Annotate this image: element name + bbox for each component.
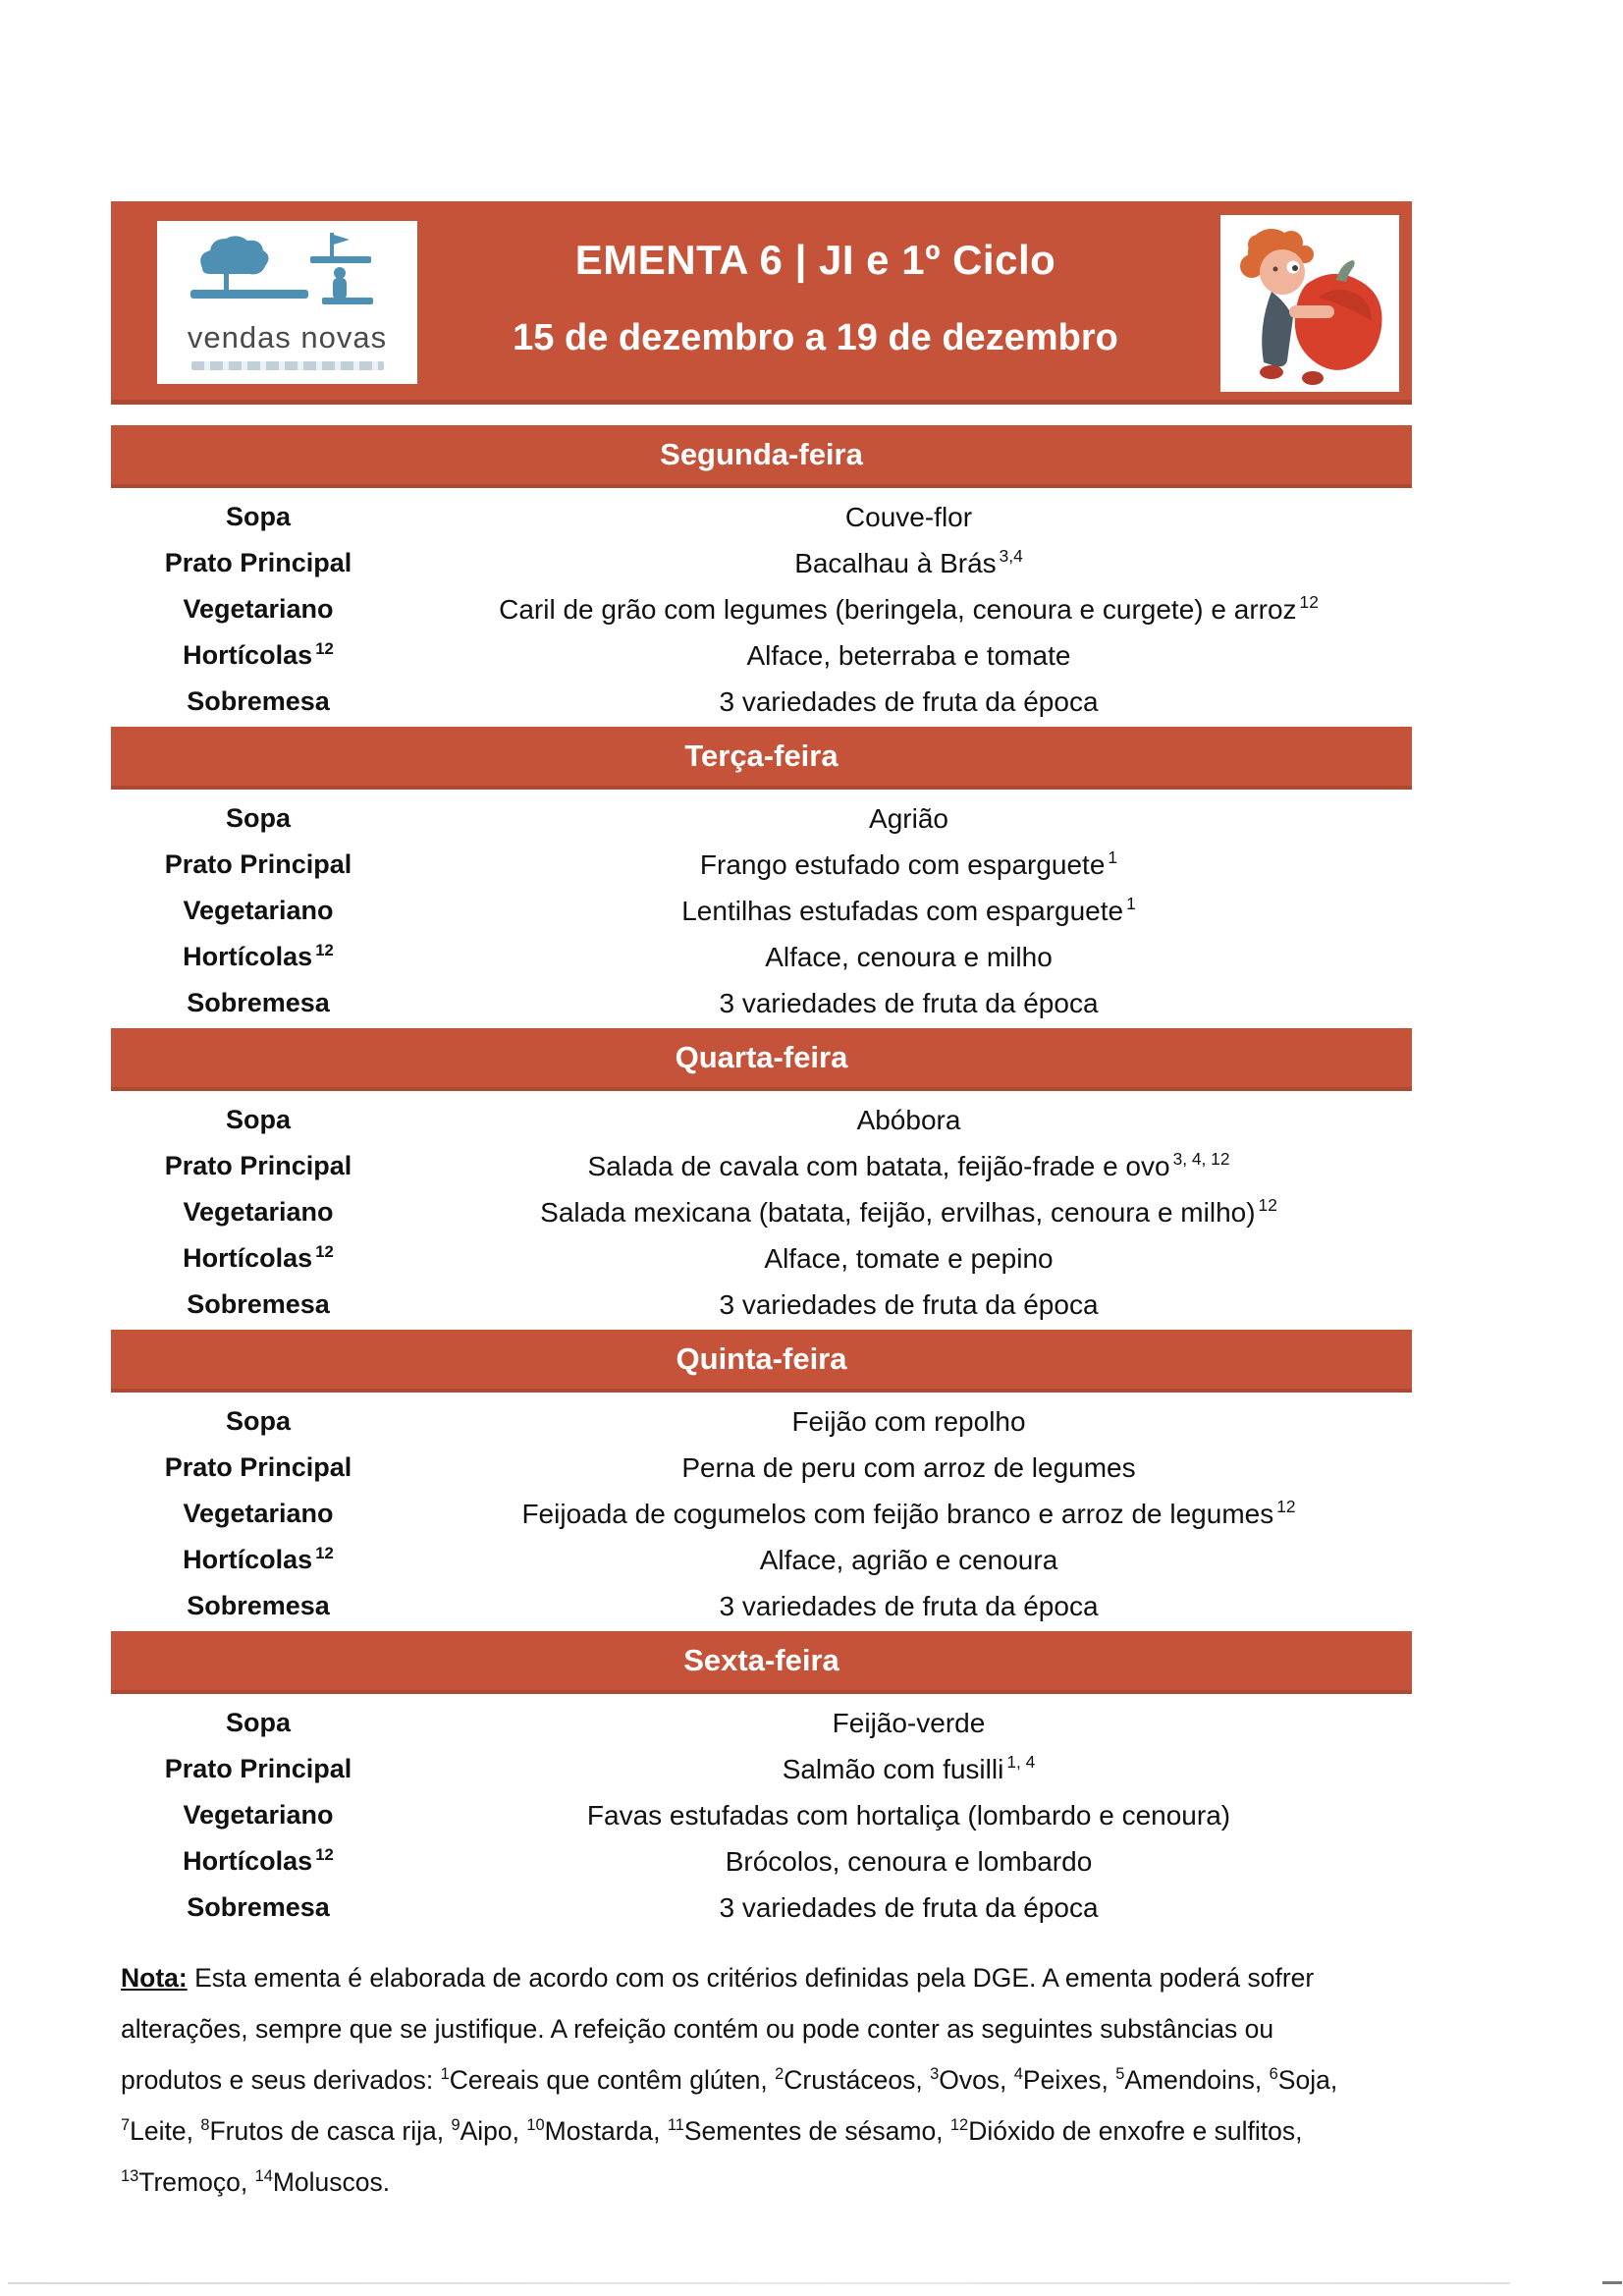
row-value-text: Salmão com fusilli xyxy=(782,1753,1004,1784)
note-heading: Nota: xyxy=(121,1963,188,1993)
note-text: Esta ementa é elaborada de acordo com os critérios definidas pela DGE. A ementa poderá sofrer alterações, sempre que se justifique. A refeição contém ou pode conter as seguintes substâncias ou produtos e seus derivados: xyxy=(121,1963,1315,2095)
row-value-text: 3 variedades de fruta da época xyxy=(719,1590,1099,1621)
row-value-sup: 1 xyxy=(1108,847,1118,868)
row-label-text: Sobremesa xyxy=(187,988,330,1017)
row-label-text: Prato Principal xyxy=(164,1452,352,1482)
day-title: Quarta-feira xyxy=(675,1040,848,1074)
menu-row xyxy=(111,586,1412,632)
day-band xyxy=(111,1028,1412,1091)
row-value xyxy=(406,849,1412,881)
row-label-text: Hortícolas xyxy=(183,1545,313,1574)
row-value xyxy=(406,502,1412,533)
note-text: Sementes de sésamo, xyxy=(683,2116,950,2146)
note-text: Moluscos. xyxy=(272,2167,391,2197)
row-value xyxy=(406,988,1412,1019)
row-label-text: Vegetariano xyxy=(183,594,334,624)
menu-row xyxy=(111,494,1412,540)
row-label xyxy=(111,1545,406,1575)
row-value xyxy=(406,1197,1412,1229)
row-value-text: Salada mexicana (batata, feijão, ervilhas, cenoura e milho) xyxy=(540,1196,1256,1228)
row-label xyxy=(111,1892,406,1923)
row-value-sup: 12 xyxy=(1276,1497,1296,1517)
row-label-text: Vegetariano xyxy=(183,896,334,925)
menu-row xyxy=(111,1189,1412,1235)
row-label xyxy=(111,849,406,880)
menu-row xyxy=(111,540,1412,586)
row-value-text: Alface, tomate e pepino xyxy=(764,1242,1054,1274)
page-title: EMENTA 6 | JI e 1º Ciclo xyxy=(574,237,1056,283)
row-label xyxy=(111,896,406,926)
note-text: Amendoins, xyxy=(1124,2065,1270,2095)
row-value-text: Favas estufadas com hortaliça (lombardo e cenoura) xyxy=(586,1799,1231,1831)
date-range: 15 de dezembro a 19 de dezembro xyxy=(513,317,1118,358)
menu-row xyxy=(111,1838,1412,1885)
note-text: Frutos de casca rija, xyxy=(209,2116,452,2146)
note-text: Leite, xyxy=(130,2116,201,2146)
note-text: Crustáceos, xyxy=(784,2065,931,2095)
row-value xyxy=(406,686,1412,718)
day-section xyxy=(111,1330,1412,1631)
row-value-text: Salada de cavala com batata, feijão-frade e ovo xyxy=(587,1150,1170,1181)
row-value xyxy=(406,1452,1412,1484)
menu-row xyxy=(111,1282,1412,1328)
row-value xyxy=(406,1105,1412,1136)
row-value xyxy=(406,896,1412,927)
allergen-number-sup: 8 xyxy=(200,2116,210,2135)
row-label xyxy=(111,988,406,1018)
kid-with-apple-illustration xyxy=(1220,215,1399,392)
note-text: Dióxido de enxofre e sulfitos, xyxy=(968,2116,1303,2146)
day-band xyxy=(111,1330,1412,1393)
note-text: Ovos, xyxy=(939,2065,1014,2095)
row-value xyxy=(406,1846,1412,1878)
note-text: Soja, xyxy=(1277,2065,1338,2095)
row-value-text: Lentilhas estufadas com esparguete xyxy=(681,895,1124,926)
row-label xyxy=(111,1243,406,1274)
row-label xyxy=(111,1754,406,1784)
row-label xyxy=(111,1289,406,1320)
row-label-sup: 12 xyxy=(315,1544,334,1562)
day-title: Sexta-feira xyxy=(683,1643,839,1677)
row-label xyxy=(111,594,406,625)
allergen-number-sup: 5 xyxy=(1115,2065,1125,2084)
row-value xyxy=(406,1545,1412,1576)
row-label-text: Hortícolas xyxy=(183,1243,313,1273)
row-value-text: Bacalhau à Brás xyxy=(794,547,997,578)
note-section xyxy=(121,1952,1343,2208)
day-rows xyxy=(111,488,1412,725)
row-value-text: Alface, cenoura e milho xyxy=(765,941,1053,972)
allergen-number-sup: 4 xyxy=(1013,2065,1023,2084)
row-value-text: 3 variedades de fruta da época xyxy=(719,1891,1099,1923)
row-label xyxy=(111,1591,406,1621)
row-label xyxy=(111,548,406,578)
menu-row xyxy=(111,1792,1412,1838)
row-value-sup: 12 xyxy=(1258,1195,1277,1216)
municipality-logo-box xyxy=(157,221,417,384)
row-value-text: Alface, agrião e cenoura xyxy=(759,1544,1058,1575)
menu-row xyxy=(111,888,1412,934)
row-label xyxy=(111,1800,406,1831)
row-value xyxy=(406,1289,1412,1321)
allergen-number-sup: 7 xyxy=(121,2116,131,2135)
menu-row xyxy=(111,1143,1412,1189)
day-section xyxy=(111,1028,1412,1330)
row-value xyxy=(406,1151,1412,1182)
row-value-text: Feijoada de cogumelos com feijão branco e arroz de legumes xyxy=(521,1498,1274,1529)
note-text: Mostarda, xyxy=(544,2116,668,2146)
row-label-text: Sobremesa xyxy=(187,686,330,716)
row-value xyxy=(406,1406,1412,1438)
menu-row xyxy=(111,1398,1412,1445)
row-label xyxy=(111,803,406,834)
row-label xyxy=(111,1499,406,1529)
allergen-number-sup: 11 xyxy=(667,2116,684,2135)
menu-row xyxy=(111,1583,1412,1629)
row-label xyxy=(111,640,406,671)
row-value-text: Agrião xyxy=(869,802,948,834)
menu-row xyxy=(111,632,1412,679)
allergen-number-sup: 2 xyxy=(775,2065,784,2084)
row-value-text: Brócolos, cenoura e lombardo xyxy=(725,1845,1093,1877)
row-label-text: Sobremesa xyxy=(187,1591,330,1620)
row-label xyxy=(111,1452,406,1483)
scan-artifact-dash xyxy=(1602,2281,1622,2284)
row-value-text: Frango estufado com esparguete xyxy=(699,848,1106,880)
scan-artifact-line xyxy=(8,2282,1510,2284)
menu-row xyxy=(111,1097,1412,1143)
row-value-text: 3 variedades de fruta da época xyxy=(719,987,1099,1018)
note-text: Cereais que contêm glúten, xyxy=(449,2065,776,2095)
day-band xyxy=(111,425,1412,488)
row-label-text: Prato Principal xyxy=(164,1754,352,1783)
day-title: Quinta-feira xyxy=(676,1341,847,1376)
day-band xyxy=(111,1631,1412,1694)
row-label-text: Prato Principal xyxy=(164,1151,352,1180)
row-label-text: Vegetariano xyxy=(183,1499,334,1528)
row-value xyxy=(406,1499,1412,1530)
allergen-number-sup: 3 xyxy=(930,2065,940,2084)
row-value-text: Feijão com repolho xyxy=(791,1405,1026,1437)
row-label xyxy=(111,686,406,717)
row-label-text: Sobremesa xyxy=(187,1892,330,1922)
row-label-text: Prato Principal xyxy=(164,548,352,577)
header-band xyxy=(111,201,1412,405)
row-value-sup: 1, 4 xyxy=(1006,1752,1036,1773)
row-label-sup: 12 xyxy=(315,1242,334,1261)
allergen-number-sup: 1 xyxy=(440,2065,450,2084)
row-label-text: Sopa xyxy=(225,1406,291,1436)
row-label-text: Sopa xyxy=(225,502,291,531)
note-text: Tremoço, xyxy=(138,2167,255,2197)
day-rows xyxy=(111,1694,1412,1931)
row-value-text: Perna de peru com arroz de legumes xyxy=(681,1451,1136,1483)
row-label-text: Hortícolas xyxy=(183,942,313,971)
row-label xyxy=(111,1151,406,1181)
note-text: Peixes, xyxy=(1022,2065,1116,2095)
allergen-number-sup: 10 xyxy=(526,2116,545,2135)
row-label-text: Sobremesa xyxy=(187,1289,330,1319)
row-label xyxy=(111,1197,406,1228)
note-body xyxy=(121,1963,1337,2197)
row-value xyxy=(406,1708,1412,1739)
row-value xyxy=(406,1892,1412,1924)
day-section xyxy=(111,1631,1412,1933)
row-value-text: Couve-flor xyxy=(844,501,973,532)
row-value-text: 3 variedades de fruta da época xyxy=(719,1288,1099,1320)
row-label-text: Vegetariano xyxy=(183,1800,334,1830)
row-label xyxy=(111,1406,406,1437)
row-value xyxy=(406,640,1412,672)
row-value-text: Caril de grão com legumes (beringela, cenoura e curgete) e arroz xyxy=(499,593,1297,625)
row-value xyxy=(406,803,1412,835)
menu-row xyxy=(111,1491,1412,1537)
row-label-text: Sopa xyxy=(225,1105,291,1134)
allergen-number-sup: 14 xyxy=(254,2167,273,2186)
row-value-text: Abóbora xyxy=(856,1104,961,1135)
row-label-sup: 12 xyxy=(315,639,334,658)
row-label-text: Hortícolas xyxy=(183,1846,313,1876)
row-value-sup: 3, 4, 12 xyxy=(1172,1149,1230,1170)
row-value-text: Alface, beterraba e tomate xyxy=(746,639,1071,671)
day-rows xyxy=(111,1091,1412,1328)
row-value-text: 3 variedades de fruta da época xyxy=(719,685,1099,717)
menu-row xyxy=(111,1746,1412,1792)
row-value xyxy=(406,1800,1412,1831)
row-value xyxy=(406,1591,1412,1622)
day-title: Segunda-feira xyxy=(660,437,863,471)
row-value xyxy=(406,1754,1412,1785)
day-rows xyxy=(111,1393,1412,1629)
menu-row xyxy=(111,795,1412,842)
menu-row xyxy=(111,934,1412,980)
day-band xyxy=(111,727,1412,790)
day-section xyxy=(111,425,1412,727)
row-label xyxy=(111,502,406,532)
logo-tagline-illegible xyxy=(191,361,384,370)
day-rows xyxy=(111,790,1412,1026)
menu-row xyxy=(111,1235,1412,1282)
row-label xyxy=(111,1708,406,1738)
allergen-number-sup: 12 xyxy=(949,2116,969,2135)
logo-text: vendas novas xyxy=(187,320,388,355)
row-label-sup: 12 xyxy=(315,941,334,959)
row-value xyxy=(406,1243,1412,1275)
vendas-novas-logo-icon xyxy=(185,231,391,321)
row-label xyxy=(111,1846,406,1877)
row-label-text: Sopa xyxy=(225,1708,291,1737)
row-label-sup: 12 xyxy=(315,1845,334,1864)
note-text: Aipo, xyxy=(460,2116,527,2146)
menu-row xyxy=(111,980,1412,1026)
row-label xyxy=(111,942,406,972)
row-label xyxy=(111,1105,406,1135)
menu-days xyxy=(111,425,1412,1933)
allergen-number-sup: 6 xyxy=(1269,2065,1278,2084)
row-value-sup: 1 xyxy=(1126,894,1136,914)
menu-row xyxy=(111,842,1412,888)
row-label-text: Sopa xyxy=(225,803,291,833)
row-value xyxy=(406,594,1412,626)
row-value-sup: 12 xyxy=(1299,592,1319,613)
menu-row xyxy=(111,1885,1412,1931)
kid-illustration-box xyxy=(1220,215,1399,392)
day-title: Terça-feira xyxy=(684,738,839,773)
row-value-sup: 3,4 xyxy=(999,546,1023,567)
menu-row xyxy=(111,1700,1412,1746)
row-value xyxy=(406,548,1412,579)
row-value-text: Feijão-verde xyxy=(832,1707,986,1738)
menu-row xyxy=(111,679,1412,725)
day-section xyxy=(111,727,1412,1028)
row-value xyxy=(406,942,1412,973)
header-titles xyxy=(425,201,1206,400)
menu-row xyxy=(111,1445,1412,1491)
allergen-number-sup: 13 xyxy=(121,2167,139,2186)
allergen-number-sup: 9 xyxy=(451,2116,460,2135)
row-label-text: Hortícolas xyxy=(183,640,313,670)
menu-row xyxy=(111,1537,1412,1583)
row-label-text: Vegetariano xyxy=(183,1197,334,1227)
row-label-text: Prato Principal xyxy=(164,849,352,879)
